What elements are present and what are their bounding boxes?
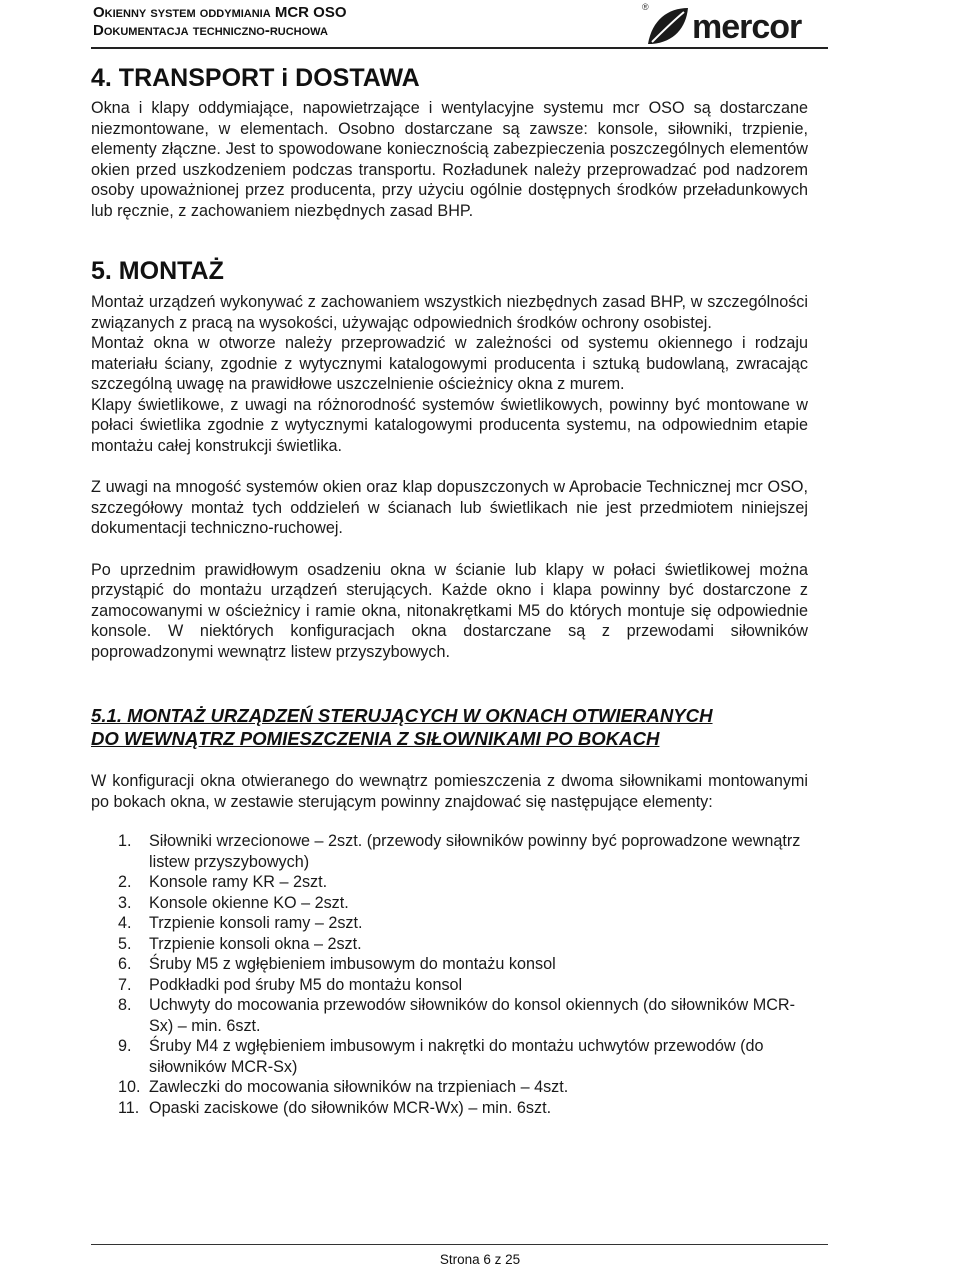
section-5-paragraph-2: Montaż okna w otworze należy przeprowadzić w zależności od systemu okiennego i rodzaju materiału ściany, zgodnie z wytycznymi katalogowymi producenta i sztuką budowlaną, zwracając szczególną uwagę na prawidłowe uszczelnienie ościeżnicy okna z murem. [91,334,808,393]
list-item [91,1077,808,1098]
document-title-line1: Okienny system oddymiania MCR OSO [93,4,347,21]
list-item-number: 1. [118,832,132,850]
list-item-text: Śruby M5 z wgłębieniem imbusowym do montażu konsol [149,955,556,973]
list-item-text: Siłowniki wrzecionowe – 2szt. (przewody siłowników powinny być poprowadzone wewnątrz listew przyszybowych) [149,832,801,871]
registered-mark: ® [642,2,649,12]
logo-wordmark: mercor [692,8,802,46]
list-item [91,995,808,1036]
page-number: Strona 6 z 25 [439,1252,521,1267]
list-item [91,934,808,955]
list-item-text: Trzpienie konsoli ramy – 2szt. [149,914,363,932]
list-item-text: Konsole ramy KR – 2szt. [149,873,328,891]
list-item-number: 6. [118,955,132,973]
section-5-1-heading-line1: 5.1. MONTAŻ URZĄDZEŃ STERUJĄCYCH W OKNACH OTWIERANYCH [91,705,713,726]
list-item [91,831,808,872]
section-5-1-heading-line2: DO WEWNĄTRZ POMIESZCZENIA Z SIŁOWNIKAMI PO BOKACH [91,728,660,749]
list-item [91,954,808,975]
list-item [91,1036,808,1077]
list-item [91,975,808,996]
list-item [91,1098,808,1119]
section-5-1-intro: W konfiguracji okna otwieranego do wewnątrz pomieszczenia z dwoma siłownikami montowanymi po bokach okna, w zestawie sterującym powinny znajdować się następujące elementy: [91,772,808,811]
section-5-paragraph-4: Z uwagi na mnogość systemów okien oraz klap dopuszczonych w Aprobacie Technicznej mcr OSO, szczegółowy montaż tych oddzieleń w ścianach lub świetlikach nie jest przedmiotem niniejszej dokumentacji techniczno-ruchowej. [91,478,808,537]
mercor-logo [642,2,828,46]
page-content [91,62,808,1118]
section-5-paragraph-5: Po uprzednim prawidłowym osadzeniu okna w ścianie lub klapy w połaci świetlikowej można przystąpić do montażu urządzeń sterujących. Każde okno i klapa powinny być dostarczone z zamocowanymi w ościeżnicy i ramie okna, nitonakrętkami M5 do których montuje się odpowiednie konsole. W niektórych konfiguracjach okna dostarczane są z przewodami siłowników poprowadzonymi wewnątrz listew przyszybowych. [91,560,808,661]
leaf-icon [646,6,690,46]
list-item [91,913,808,934]
list-item-text: Zawleczki do mocowania siłowników na trzpieniach – 4szt. [149,1078,569,1096]
section-4-heading: 4. TRANSPORT i DOSTAWA [91,64,420,92]
list-item [91,872,808,893]
list-item-text: Opaski zaciskowe (do siłowników MCR-Wx) – min. 6szt. [149,1098,552,1117]
document-title-line2: Dokumentacja techniczno-ruchowa [93,22,328,39]
section-5-1-heading [91,704,808,750]
elements-list [91,831,808,1118]
list-item-number: 8. [118,996,132,1014]
list-item-number: 10. [118,1078,141,1096]
list-item-text: Śruby M4 z wgłębieniem imbusowym i nakrętki do montażu uchwytów przewodów (do siłowników MCR-Sx) [149,1037,764,1076]
list-item-number: 3. [118,893,132,912]
list-item-number: 5. [118,934,132,953]
list-item-number: 9. [118,1037,132,1055]
list-item-text: Konsole okienne KO – 2szt. [149,893,349,912]
list-item-number: 4. [118,914,132,932]
section-5-paragraph-1: Montaż urządzeń wykonywać z zachowaniem wszystkich niezbędnych zasad BHP, w szczególności związanych z pracą na wysokości, używając odpowiednich środków ochrony osobistej. [91,293,808,332]
footer-rule [91,1244,828,1245]
list-item-number: 7. [118,975,132,994]
header-rule [91,47,828,49]
list-item-text: Podkładki pod śruby M5 do montażu konsol [149,975,463,994]
list-item-number: 11. [118,1098,140,1117]
page-header [93,4,828,46]
section-5-heading: 5. MONTAŻ [91,257,224,285]
list-item [91,893,808,914]
list-item-text: Trzpienie konsoli okna – 2szt. [149,934,362,953]
section-4-paragraph: Okna i klapy oddymiające, napowietrzające i wentylacyjne systemu mcr OSO są dostarczane niezmontowane, w elementach. Osobno dostarczane są zawsze: konsole, siłowniki, trzpienie, elementy złączne. Jest to spowodowane koniecznością zabezpieczenia poszczególnych elementów okien przed uszkodzeniem podczas transportu. Rozładunek należy przeprowadzać pod nadzorem osoby upoważnionej przez producenta, przy użyciu ogólnie dostępnych środków przeładunkowych lub ręcznie, z zachowaniem niezbędnych zasad BHP. [91,99,808,220]
section-5-paragraph-3: Klapy świetlikowe, z uwagi na różnorodność systemów świetlikowych, powinny być montowane w połaci świetlika zgodnie z wytycznymi katalogowymi producenta systemu, na odpowiednim etapie montażu całej konstrukcji świetlika. [91,395,808,455]
list-item-number: 2. [118,873,132,891]
list-item-text: Uchwyty do mocowania przewodów siłowników do konsol okiennych (do siłowników MCR-Sx) – min. 6szt. [149,996,795,1035]
